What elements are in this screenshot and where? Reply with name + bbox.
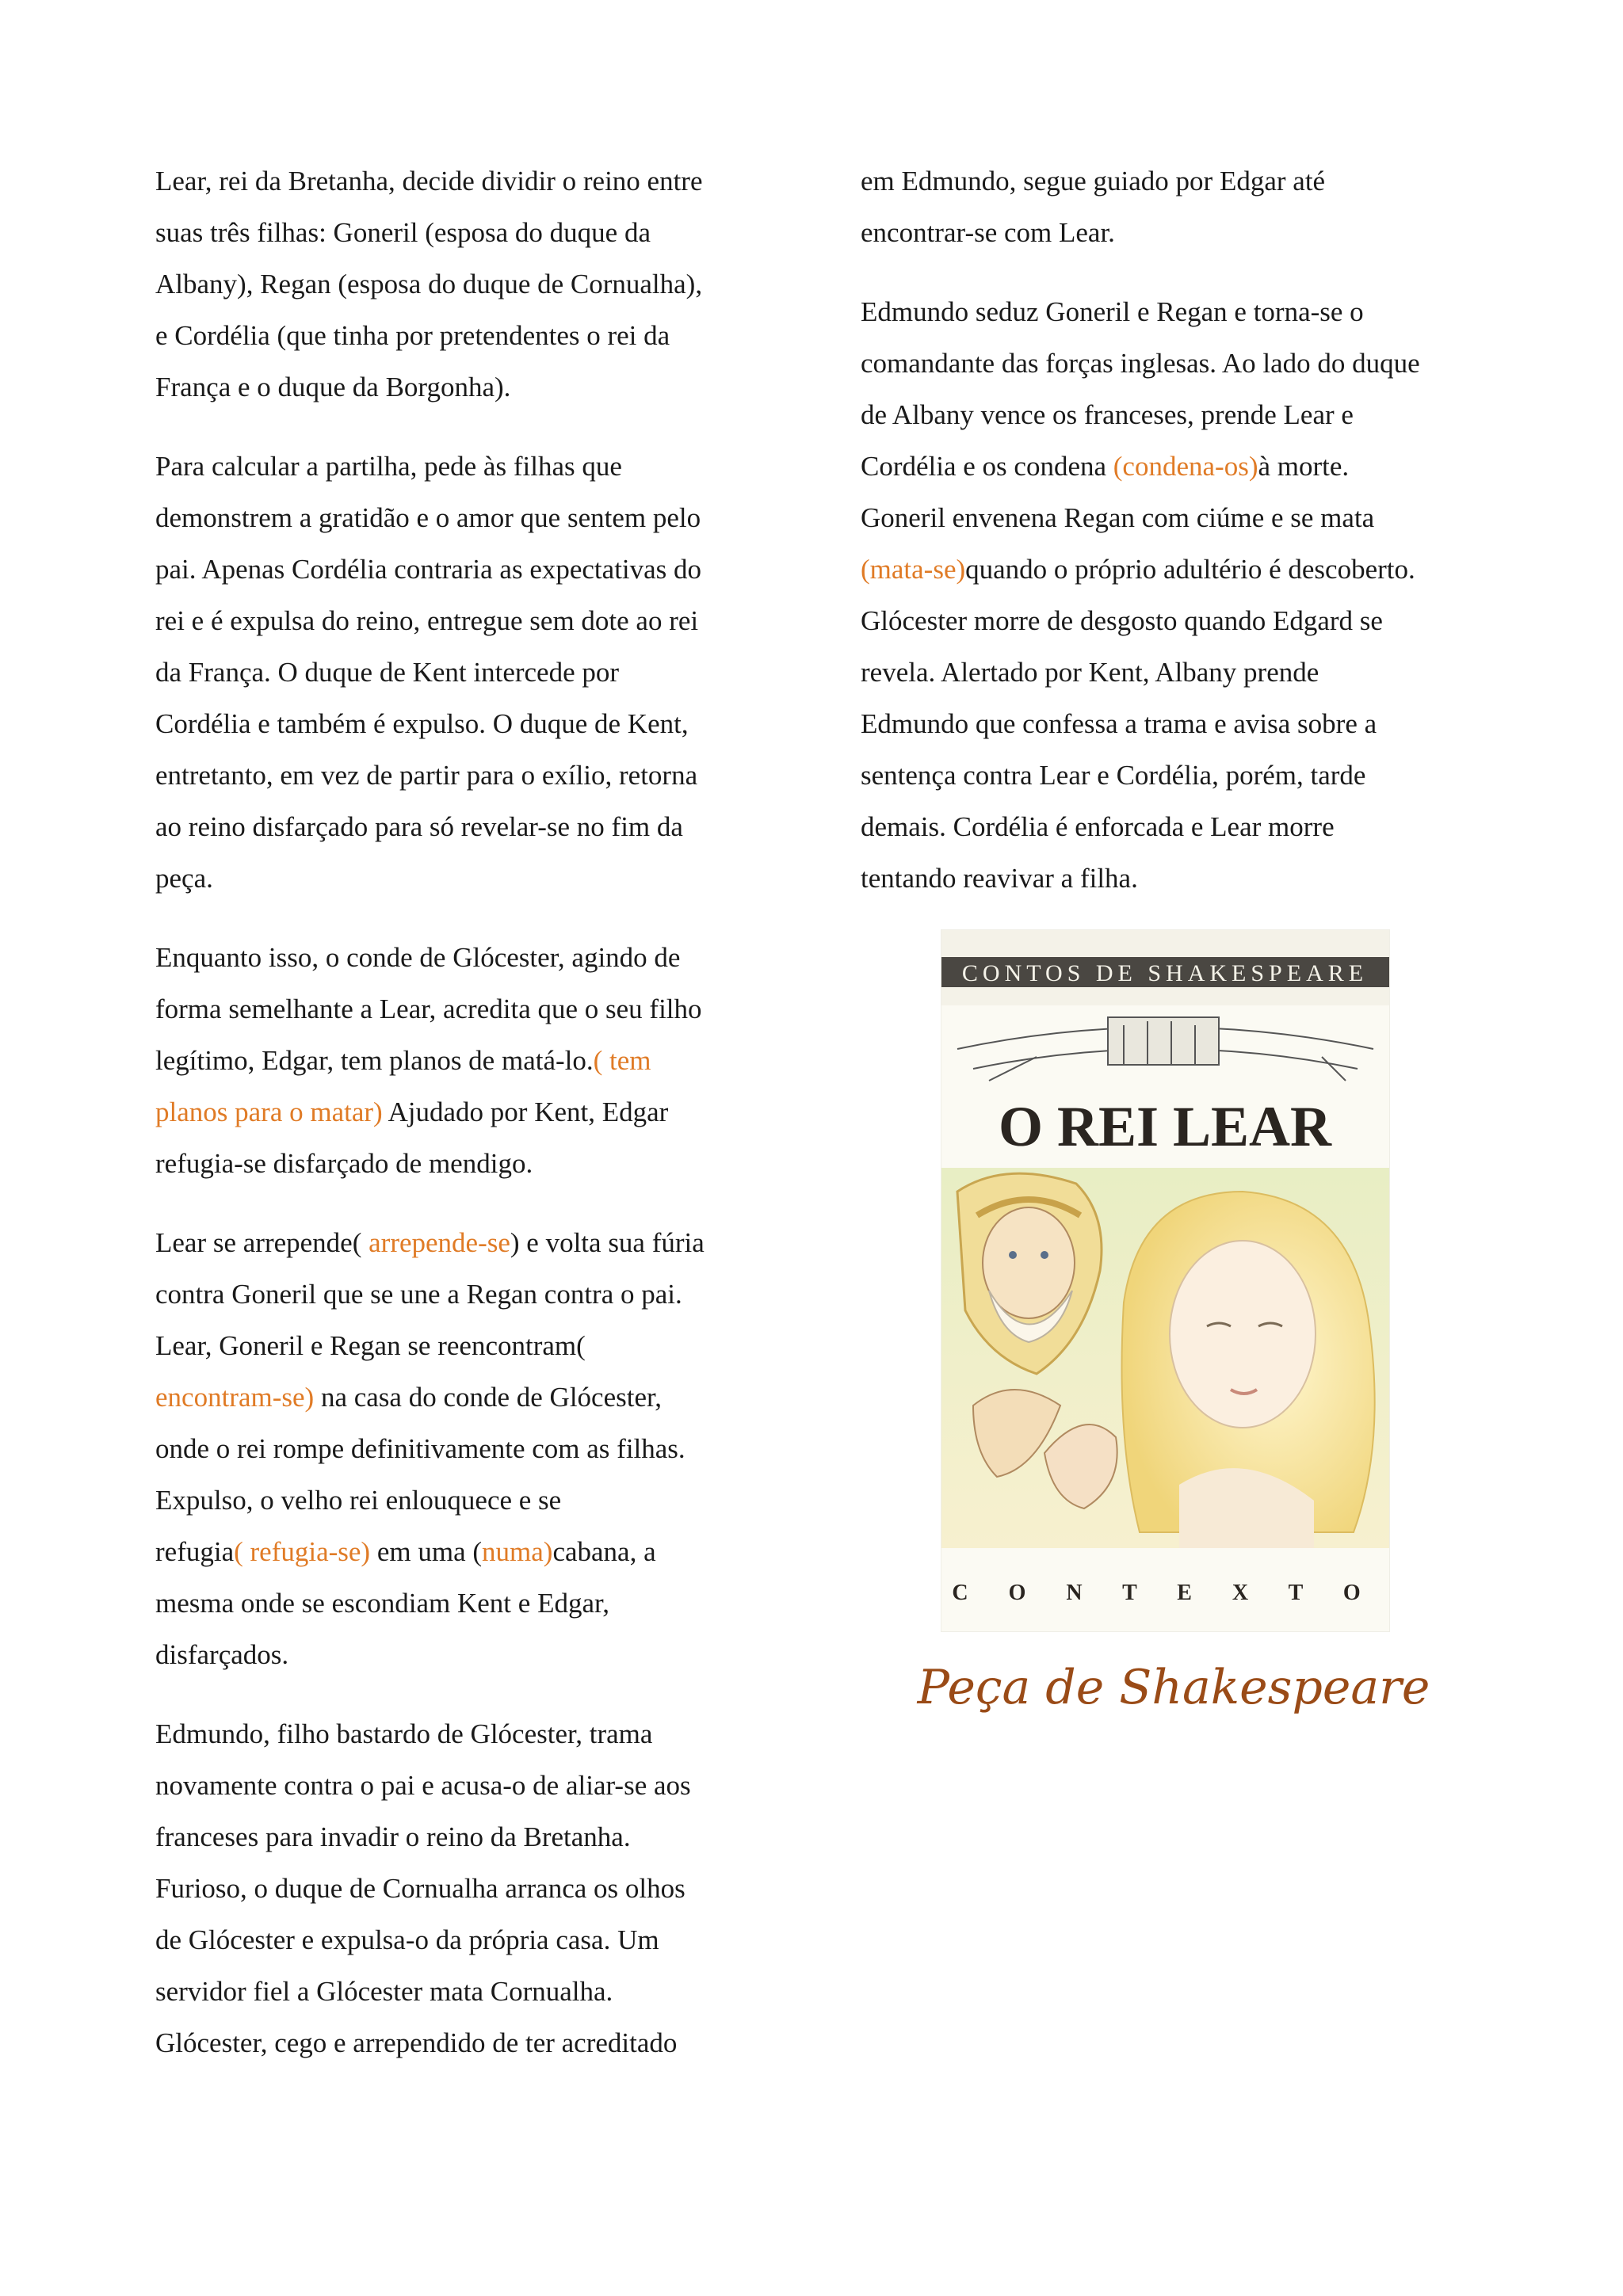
correction-text: numa) bbox=[482, 1536, 553, 1567]
correction-text: arrepende-se bbox=[369, 1227, 510, 1258]
paragraph: Lear, rei da Bretanha, decide dividir o reino entre suas três filhas: Goneril (esposa do duque da Albany), Regan (esposa do duque de Cornualha), e Cordélia (que tinha por pretendentes o rei da França e o duque da Borgonha). bbox=[155, 166, 703, 402]
left-column bbox=[155, 155, 758, 2096]
correction-text: ( refugia-se) bbox=[234, 1536, 371, 1567]
paragraph-text: ) e volta sua fúria contra Goneril que se une a Regan contra o pai. Lear, Goneril e Regan se reencontram( bbox=[155, 1227, 705, 1361]
cover-publisher-text: C O N T E X T O bbox=[952, 1581, 1378, 1605]
paragraph-text: em uma ( bbox=[370, 1536, 483, 1567]
theatre-stage-drawing bbox=[957, 1017, 1373, 1081]
paragraph-text: cabana, a mesma onde se escondiam Kent e Edgar, disfarçados. bbox=[155, 1536, 656, 1670]
correction-text: (condena-os) bbox=[1113, 451, 1258, 482]
right-column bbox=[861, 155, 1487, 932]
paragraph-text: quando o próprio adultério é descoberto. Glócester morre de desgosto quando Edgard se revela. Alertado por Kent, Albany prende Edmundo que confessa a trama e avisa sobre a sentença contra Lear e Cordélia, porém, tarde demais. Cordélia é enforcada e Lear morre tentando reavivar a filha. bbox=[861, 554, 1415, 894]
paragraph-text: Ajudado por Kent, Edgar refugia-se disfarçado de mendigo. bbox=[155, 1097, 669, 1179]
book-cover-illustration bbox=[941, 930, 1389, 1631]
paragraph-text: Lear se arrepende( bbox=[155, 1227, 369, 1258]
paragraph bbox=[155, 1217, 758, 1680]
correction-text: encontram-se) bbox=[155, 1382, 315, 1413]
paragraph-text: na casa do conde de Glócester, onde o rei rompe definitivamente com as filhas. Expulso, o velho rei enlouquece e se refugia bbox=[155, 1382, 685, 1567]
paragraph bbox=[155, 932, 758, 1189]
book-cover-image bbox=[941, 930, 1389, 1631]
paragraph-text: Enquanto isso, o conde de Glócester, agindo de forma semelhante a Lear, acredita que o seu filho legítimo, Edgar, tem planos de matá-lo. bbox=[155, 942, 702, 1076]
image-caption: Peça de Shakespeare bbox=[917, 1660, 1430, 1715]
paragraph-text: à morte. Goneril envenena Regan com ciúme e se mata bbox=[861, 451, 1375, 533]
cordelia-figure bbox=[1122, 1192, 1375, 1548]
correction-text: (mata-se) bbox=[861, 554, 966, 585]
paragraph: em Edmundo, segue guiado por Edgar até encontrar-se com Lear. bbox=[861, 166, 1326, 248]
paragraph-text: Edmundo seduz Goneril e Regan e torna-se o comandante das forças inglesas. Ao lado do duque de Albany vence os franceses, prende Lear e Cordélia e os condena bbox=[861, 296, 1420, 482]
cover-series-text: CONTOS DE SHAKESPEARE bbox=[961, 960, 1369, 986]
cover-title-text: O REI LEAR bbox=[998, 1095, 1332, 1158]
paragraph: Edmundo, filho bastardo de Glócester, trama novamente contra o pai e acusa-o de aliar-se aos franceses para invadir o reino da Bretanha. Furioso, o duque de Cornualha arranca os olhos de Glócester e expulsa-o da própria casa. Um servidor fiel a Glócester mata Cornualha. Glócester, cego e arrependido de ter acreditado bbox=[155, 1718, 691, 2058]
paragraph: Para calcular a partilha, pede às filhas que demonstrem a gratidão e o amor que sentem pelo pai. Apenas Cordélia contraria as expectativas do rei e é expulsa do reino, entregue sem dote ao rei da França. O duque de Kent intercede por Cordélia e também é expulso. O duque de Kent, entretanto, em vez de partir para o exílio, retorna ao reino disfarçado para só revelar-se no fim da peça. bbox=[155, 451, 702, 894]
paragraph bbox=[861, 286, 1487, 904]
correction-text: ( tem planos para o matar) bbox=[155, 1045, 651, 1127]
